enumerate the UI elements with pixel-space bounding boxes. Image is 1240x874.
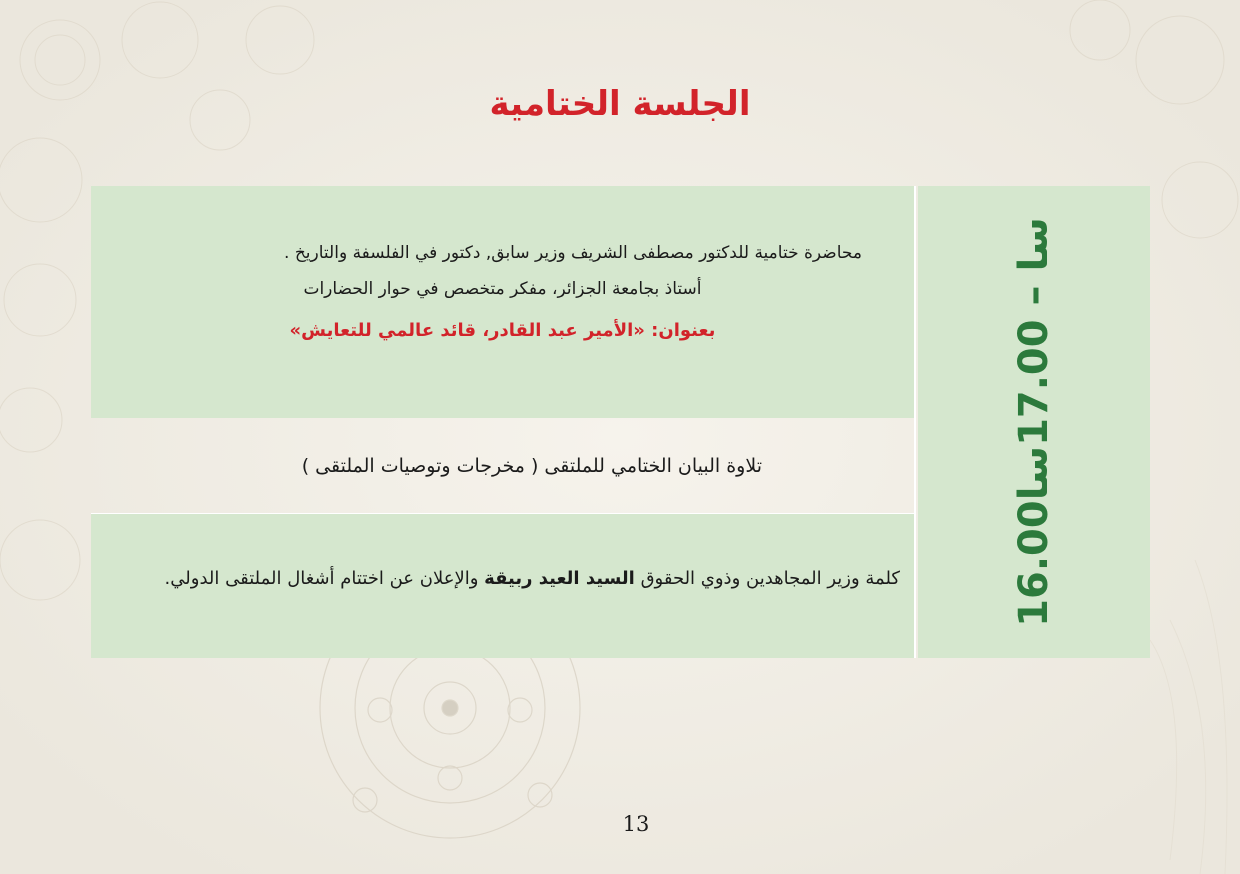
minister-name: السيد العيد ربيقة bbox=[484, 568, 635, 589]
page-number: 13 bbox=[622, 812, 650, 836]
lecture-line-1: محاضرة ختامية للدكتور مصطفى الشريف وزير سابق, دكتور في الفلسفة والتاريخ . bbox=[284, 243, 862, 263]
lecture-row bbox=[91, 186, 914, 418]
lecture-title: بعنوان: «الأمير عبد القادر، قائد عالمي للتعايش» bbox=[289, 320, 716, 341]
statement-text: تلاوة البيان الختامي للملتقى ( مخرجات وتوصيات الملتقى ) bbox=[301, 455, 762, 477]
page-title: الجلسة الختامية bbox=[489, 84, 751, 124]
statement-row bbox=[91, 418, 914, 514]
time-cell bbox=[918, 186, 1150, 658]
lecture-line-2: أستاذ بجامعة الجزائر، مفكر متخصص في حوار الحضارات bbox=[303, 279, 702, 299]
column-divider bbox=[914, 186, 916, 658]
closing-speech-part2: والإعلان عن اختتام أشغال الملتقى الدولي. bbox=[164, 568, 485, 589]
closing-speech-row bbox=[91, 514, 914, 658]
closing-speech-part1: كلمة وزير المجاهدين وذوي الحقوق bbox=[634, 568, 900, 589]
time-range: 16.00سا – 17.00سا bbox=[1011, 217, 1058, 627]
